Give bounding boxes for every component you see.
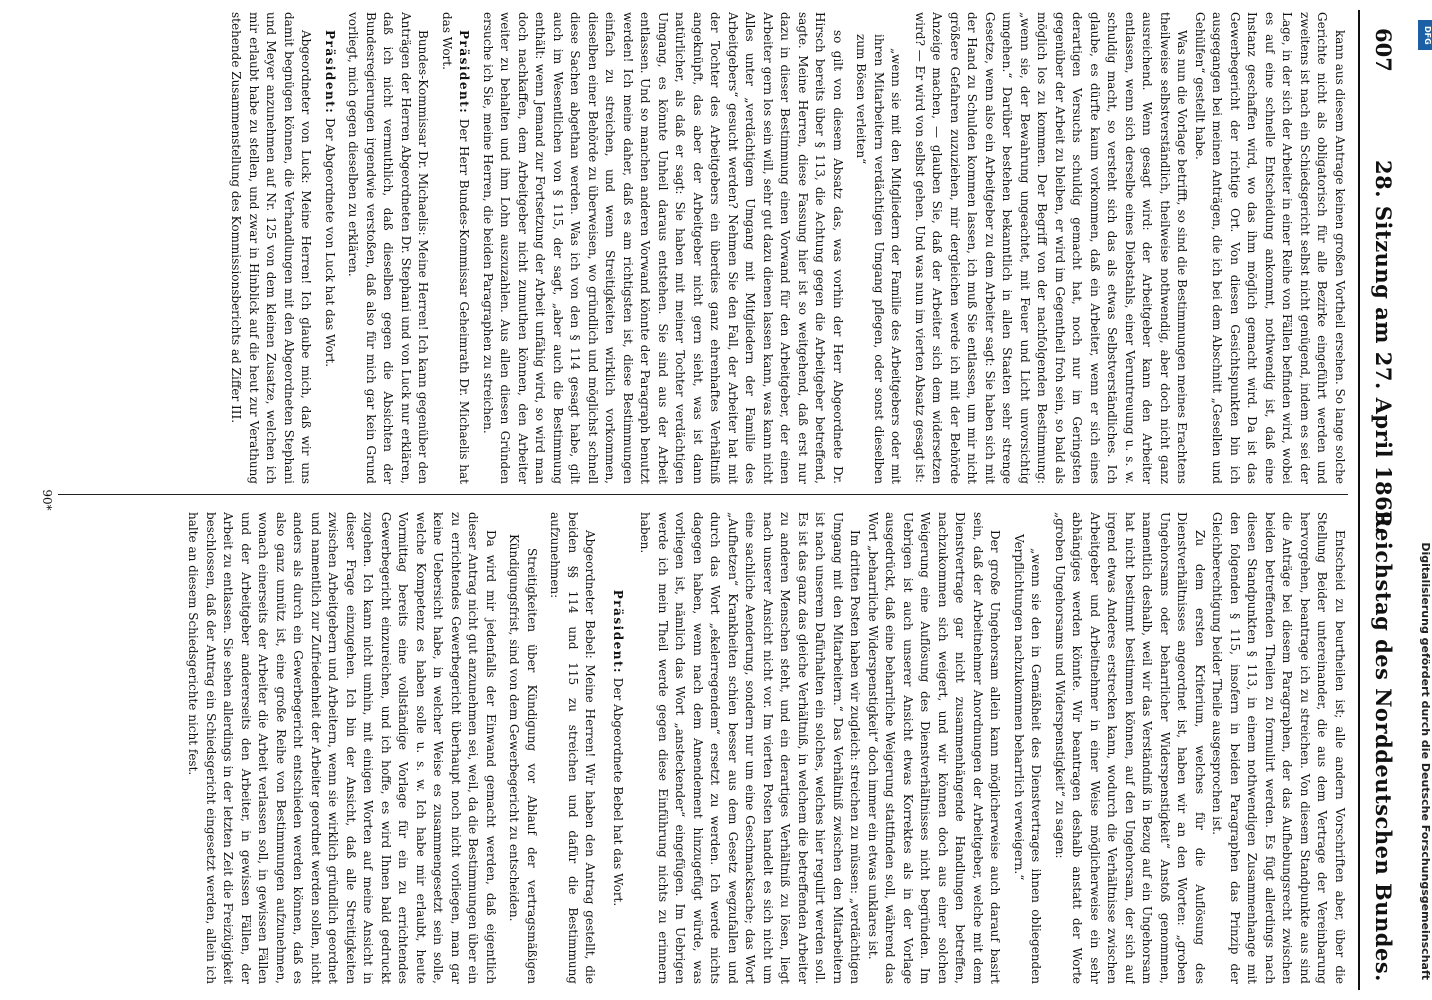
quoted-provision: Streitigkeiten über Kündigung vor Ablauf der vertragsmäßigen Kündigungsfrist, sind von dem Gewerbegericht zu entscheiden. <box>507 534 539 984</box>
paragraph: Abgeordneter Bebel: Meine Herren! Wir haben den Antrag gestellt, die beiden §§ 114 und 115 zu streichen und dafür die Bestimmung aufzunehmen: <box>548 512 598 984</box>
speaker-text: Der Herr Bundes-Kommissar Geheimrath Dr. Michaelis hat das Wort. <box>440 12 472 484</box>
speaker-line <box>609 512 627 984</box>
speaker-text: Der Abgeordnete von Luck hat das Wort. <box>323 118 337 368</box>
page-number: 607 <box>1371 28 1396 72</box>
paragraph: so gilt von diesem Absatz das, was vorhin der Herr Abgeordnete Dr. Hirsch bereits über § 113, die Achtung gegen die Arbeitgeber betreffend, sagte. Meine Herren, diese Fassung hier ist so weitgehend, daß erst nur dazu in dieser Bestimmung einen Vorwand für den Arbeitgeber, der einen Arbeiter gern los sein will, sehr gut dazu dienen lassen kann, was kann nicht Alles unter „verdächtigem Umgang mit Mitgliedern der Familie des Arbeitgebers“ gesucht werden? Nehmen Sie den Fall, der Arbeiter hat mit der Tochter des Arbeitgebers ein überdies ganz ehrenhaftes Verhältniß angeknüpft, das aber der Arbeitgeber nicht gern sieht, was ist dann natürlicher, als daß er sagt: Sie haben mit meiner Tochter verdächtigen Umgang, es könnte Unheil daraus entstehen. Sie sind aus der Arbeit entlassen. Und so manchen anderen Vorwand könnte der Paragraph benutzt werden! Ich meine daher, daß es am richtigsten ist, diese Bestimmungen einfach zu streichen, und wenn Streitigkeiten wirklich vorkommen, dieselben einer Behörde zu überweisen, wo gründlich und möglichst schnell diese Sachen abgethan werden. Was ich von den § 114 gesagt habe, gilt auch im Wesentlichen von § 115, der sagt, „aber auch die Bestimmung enthält: wenn Jemand zur Fortsetzung der Arbeit unfähig wird, so wird man doch nachkaffen, dem Arbeitgeber nicht zumuthen können, den Arbeiter weiter zu behalten und ihm Lohn auszuzahlen. Aus allen diesen Gründen ersuche ich Sie, meine Herren, die beiden Paragraphen zu streichen. <box>481 12 845 484</box>
right-column <box>68 512 1348 984</box>
newspaper-page <box>36 0 1416 1000</box>
speaker-role: Präsident: <box>611 589 625 674</box>
quoted-provision: „wenn sie mit den Mitgliedern der Familie des Arbeitgebers oder mit ihren Mitarbeitern verdächtigen Umgang pflegen, oder sonst dieselben zum Bösen verleiten“ <box>854 34 904 484</box>
session-title: 28. Sitzung am 27. April 1869. <box>1371 160 1396 535</box>
speaker-line <box>438 12 473 484</box>
paragraph: Im dritten Posten haben wir zugleich: streichen zu müssen: „verdächtigen Umgang mit den Mitarbeitern.“ Das Verhältniß zwischen den Mitarbeitern ist nach unserem Dafürhalten ein solches, welches hier regulirt werden soll. Es ist das ganz das gleiche Verhältniß, in welchem die betreffenden Arbeiter zu anderen Menschen steht, und ein derartiges Verhältniß zu lösen, liegt nach unserer Ansicht nicht vor. Im vierten Posten handelt es sich nicht um eine sachliche Aenderung, sondern nur um eine Geschmacksache; das Wort „Aufhetzen“ Krankheiten schien besser aus dem Gesetz wegzufallen und durch das Wort „ekelerregendem“ ersetzt zu werden. Ich werde nichts dagegen haben, wenn nach dem Amendement hinzugefügt würde, was vorliegen ist, nämlich das Wort „ansteckender“ eingefügen. Im Uebrigen werde ich mein Theil werde gegen diese Einführung nichts zu erinnern haben. <box>638 512 863 984</box>
paragraph: Der große Ungehorsam allein kann möglicherweise auch darauf basirt sein, daß der Arbeitnehmer Anordnungen der Arbeitgeber, welche mit dem Dienstvertrage gar nicht zusammenhängende Handlungen betreffen, nachzukommen sich weigert, und wir können doch aus einer solchen Weigerung eine Auflösung des Dienstverhältnisses nicht begründen. Im Uebrigen ist auch unserer Ansicht etwas Korrektes als in der Vorlage ausgedrückt, daß eine beharrliche Weigerung stattfinden soll, während das Wort „beharrliche Widerspenstigkeit“ doch immer ein etwas unklares ist. <box>866 512 1003 984</box>
paragraph: Entscheid zu beurtheilen ist; alle andern Vorschriften aber, über die Stellung Beider untereinander, die aus dem Vertrage der Vereinbarung hervorgehen, beantrage ich zu streichen. Von diesem Standpunkte aus sind die Anträge bei diesem Paragraphen, der das Aufhebungsrecht zwischen beiden betreffenden Theilen zu formulirt werden. Es fügt allerdings nach diesen Standpunkten § 113, in einem nothwendigen Zusammenhange mit den folgenden § 115, insofern in beiden Paragraphen das Prinzip der Gleichberechtigung beider Theile ausgesprochen ist. <box>1210 512 1347 984</box>
paragraph: Zu dem ersten Kriterium, welches für die Auflösung des Dienstverhältnisses angeordnet ist, haben wir an den Worten: „groben Ungehorsams oder beharrlicher Widerspenstigkeit“ Anstoß genommen, namentlich deshalb, weil wir das Verständniß in Bezug auf ein Ungehorsam hat nicht bestimmt bestimmen können, auf den Ungehorsam, der sich auf irgend etwas Anderes erstrecken kann, wodurch die Verhältnisse zwischen Arbeitgeber und Arbeitnehmer in einer Weise möglicherweise ein sehr abhängiges werden könnte. Wir beantragen deshalb anstatt der Worte „groben Ungehorsams und Widerspenstigkeit“ zu sagen: <box>1053 512 1207 984</box>
speaker-text: Der Abgeordnete Bebel hat das Wort. <box>611 677 625 907</box>
page-header <box>1354 0 1416 1000</box>
footer-signature-mark: 90* <box>40 489 54 511</box>
header-rule <box>1358 10 1360 990</box>
paragraph: kann aus diesem Antrage keinen großen Vortheil ersehen. So lange solche Gerichte nicht als obligatorisch für alle Bezirke eingeführt werden und zweitens ist nach ein Schiedsgericht selbst nicht genügend, indem es sei der Lage, in der sich der Arbeiter in einer Reihe von Fällen befinden wird, wobei es auf eine schnelle Entscheidung ankommt, nothwendig ist, daß eine Instanz geschaffen wird, wo das ihm möglich gemacht wird. Da ist das Gewerbegericht der richtige Ort. Von diesen Gesichtspunkten bin ich ausgegangen bei meinen Anträgen, die ich bei dem Abschnitt „Gesellen und Gehülfen“ gestellt habe. <box>1193 12 1347 484</box>
left-column <box>68 12 1348 484</box>
speaker-role: Präsident: <box>323 30 337 115</box>
column-divider <box>58 494 1348 495</box>
paragraph: Abgeordneter von Luck: Meine Herren! Ich glaube mich, daß wir uns damit begnügen können, die Verhandlungen mit den Abgeordneten Stephani und Meyer anzunehmen auf Nr. 125 von dem kleinen Zusatze, welchen ich mir erlaubt habe zu stellen, und zwar in Hinblick auf die heut zur Verathung stehende Zusammenstellung des Kommissionsberichts ad Ziffer III. <box>229 12 314 484</box>
paragraph: Bundes-Kommissar Dr. Michaelis: Meine Herren! Ich kann gegenüber den Anträgen der Herren Abgeordneten Dr. Stephani und von Luck nur erklären, daß ich nicht vermuthlich, daß dieselben gegen die Absichten der Bundesregierungen irgendwie verstoßen, daß also für mich gar kein Grund vorliegt, mich gegen dieselben zu erklären. <box>346 12 431 484</box>
paragraph: Was nun die Vorlage betrifft, so sind die Bestimmungen meines Erachtens theilweise selbstverständlich, theilweise nothwendig, aber doch nicht ganz ausreichend. Wenn gesagt wird: der Arbeitgeber kann den Arbeiter entlassen, wenn sich derselbe eines Diebstahls, einer Veruntreuung u. s. w. schuldig macht, so versteht sich das als etwas Selbstverständliches. Ich glaube, es dürfte kaum vorkommen, daß ein Arbeiter, wenn er sich eines derartigen Versuchs schuldig gemacht hat, noch nur im Geringsten gegenüber der Arbeit zu bleiben, er wird im Gegentheil froh sein, so bald als möglich los zu kommen. Der Begriff von der nachfolgenden Bestimmung: „wenn sie, der Bewahrung ungeachtet, mit Feuer und Licht unvorsichtig umgehen.“ Darüber bestehen bekanntlich in allen Staaten sehr strenge Gesetze, wenn also ein Arbeitgeber zu dem Arbeiter sagt: Sie haben sich mit der Hand zu Schulden kommen lassen, ich muß Sie entlassen, um mir nicht größere Gefahren zuzuziehen, mir dergleichen werde ich mit der Behörde Anzeige machen, — glauben Sie, daß der Arbeiter sich dem widersetzen wird? — Er wird von selbst gehen. Und was nun im vierten Absatz gesagt ist: <box>913 12 1190 484</box>
speaker-role: Präsident: <box>457 30 472 115</box>
dfg-watermark <box>1418 20 1432 980</box>
quoted-provision: „wenn sie den in Gemäßheit des Dienstvertrages ihnen obliegenden Verpflichtungen nachzukommen beharrlich verweigern.“ <box>1012 534 1044 984</box>
paragraph: Da wird mir jedenfalls der Einwand gemacht werden, daß eigentlich dieser Antrag nicht gut anzunehmen sei, weil, da die Bestimmungen über ein zu errichtendes Gewerbegericht überhaupt noch nicht vorliegen, man gar keine Uebersicht habe, in welcher Weise es zusammengesetzt sein solle, welche Kompetenz es haben solle u. s. w. Ich habe mir erlaubt, heute Vormittag bereits eine vollständige Vorlage für ein zu errichtendes Gewerbegericht einzureichen, und ich hoffe, es wird Ihnen bald gedruckt zugehen. Ich kann nicht umhin, mit einigen Worten auf meine Ansicht in dieser Frage einzugehen. Ich bin der Ansicht, daß alle Streitigkeiten zwischen Arbeitgebern und Arbeitern, wenn sie wirklich gründlich geordnet und namentlich zur Zufriedenheit der Arbeiter geordnet werden sollen, nicht anders als durch ein Gewerbegericht entschieden werden können, daß es also ganz unnütz ist, eine große Reihe von Bestimmungen aufzunehmen, wonach einerseits der Arbeiter die Arbeit verlassen soll, in gewissen Fällen und der Arbeitgeber andererseits den Arbeiter, in gewissen Fällen, der Arbeit zu entlassen. Sie sehen allerdings in der letzten Zeit die Freizügigkeit beschlossen, daß der Antrag ein Schiedsgericht eingesetzt werden, allein ich halte an diesem Schiedsgerichte nicht fest. <box>186 512 498 984</box>
speaker-line <box>321 12 339 484</box>
journal-title: Reichstag des Norddeutschen Bundes. <box>1371 510 1396 982</box>
dfg-logo-badge: DFG <box>1418 20 1432 50</box>
dfg-funding-note: Digitalisierung gefördert durch die Deutsche Forschungsgemeinschaft <box>1419 542 1432 980</box>
